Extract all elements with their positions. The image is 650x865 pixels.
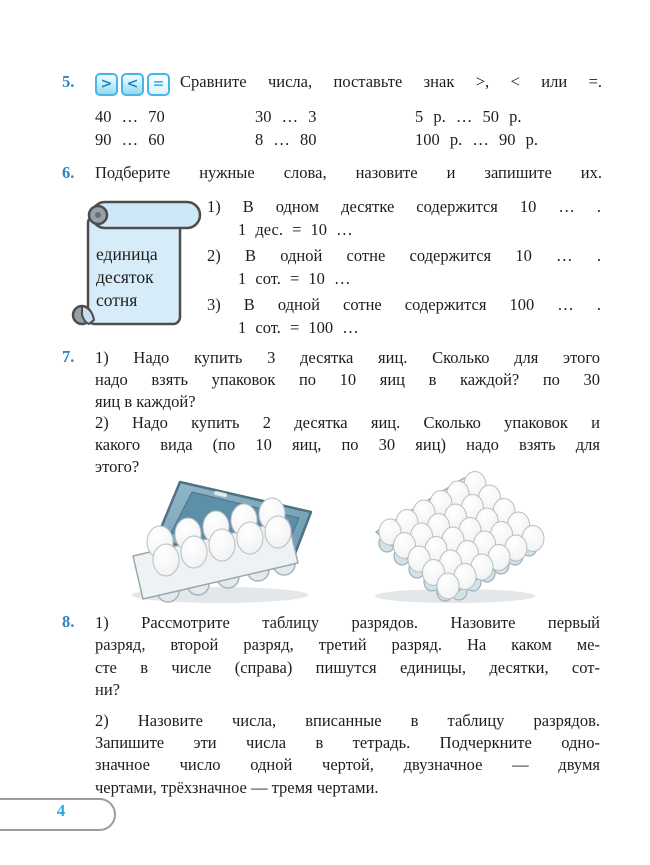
exercise-7: [62, 347, 602, 478]
exercise-6-number: 6.: [62, 163, 75, 182]
exercise-7-number: 7.: [62, 347, 75, 366]
exercise-8-paragraph-2: [95, 710, 600, 800]
paragraph-line: сте в числе (справа) пишутся единицы, десятки, сот-: [95, 657, 600, 677]
table-cell: 100 р. … 90 р.: [415, 130, 538, 149]
list-item-line: 2) В одной сотне содержится 10 … .: [207, 246, 601, 265]
list-item-line: 1 дес. = 10 …: [238, 220, 353, 239]
table-row: [95, 105, 602, 128]
exercise-8-text: [95, 612, 600, 799]
paragraph-line: ни?: [95, 680, 120, 700]
list-item: [207, 195, 601, 241]
table-cell: 8 … 80: [255, 130, 317, 149]
exercise-6-items: [207, 195, 601, 342]
table-cell: 30 … 3: [255, 107, 317, 126]
paragraph-line: значное число одной чертой, двузначное — двумя: [95, 755, 600, 775]
exercise-7-text: [95, 347, 600, 478]
table-cell: 5 р. … 50 р.: [415, 107, 522, 126]
exercise-5: [62, 72, 602, 151]
egg-carton-10-image: [118, 472, 323, 604]
exercise-8-paragraph-1: [95, 612, 600, 702]
scroll-word: единица: [96, 244, 158, 264]
egg-tray-30-image: [360, 468, 545, 606]
table-cell: 90 … 60: [95, 130, 165, 149]
exercise-5-number: 5.: [62, 72, 75, 91]
paragraph-line: 2) Назовите числа, вписанные в таблицу разрядов.: [95, 710, 600, 730]
paragraph-line: чертами, трёхзначное — тремя чертами.: [95, 777, 379, 797]
paragraph-line: яиц в каждой?: [95, 391, 196, 411]
paragraph-line: Запишите эти числа в тетрадь. Подчеркните одно-: [95, 733, 600, 753]
exercise-8: [62, 612, 602, 799]
list-item-line: 1 сот. = 100 …: [238, 318, 359, 337]
paragraph-line: разряд, второй разряд, третий разряд. На каком ме-: [95, 635, 600, 655]
list-item-line: 1) В одном десятке содержится 10 … .: [207, 197, 601, 216]
paragraph-line: 1) Надо купить 3 десятка яиц. Сколько для этого: [95, 348, 600, 367]
scroll-parchment-image: [70, 194, 206, 336]
list-item-line: 3) В одной сотне содержится 100 … .: [207, 295, 601, 314]
less-than-icon: <: [121, 73, 144, 96]
list-item: [207, 244, 601, 290]
scroll-word: десяток: [96, 267, 154, 287]
paragraph-line: 1) Рассмотрите таблицу разрядов. Назовите первый: [95, 613, 600, 632]
page-number: 4: [56, 801, 66, 820]
exercise-5-header: [62, 72, 602, 96]
paragraph-line: этого?: [95, 456, 140, 476]
table-cell: 40 … 70: [95, 107, 165, 126]
comparison-table: [95, 105, 602, 151]
exercise-6: [62, 163, 602, 183]
exercise-8-number: 8.: [62, 612, 75, 631]
list-item: [207, 293, 601, 339]
paragraph-line: какого вида (по 10 яиц, по 30 яиц) надо взять для: [95, 435, 600, 455]
exercise-6-title: Подберите нужные слова, назовите и запишите их.: [95, 163, 602, 182]
list-item-line: 1 сот. = 10 …: [238, 269, 351, 288]
compare-icons: [95, 73, 170, 96]
table-row: [95, 128, 602, 151]
scroll-word: сотня: [96, 290, 138, 310]
greater-than-icon: >: [95, 73, 118, 96]
equals-icon: =: [147, 73, 170, 96]
exercise-5-title: Сравните числа, поставьте знак >, < или =.: [180, 72, 602, 91]
paragraph-line: 2) Надо купить 2 десятка яиц. Сколько упаковок и: [95, 413, 600, 433]
paragraph-line: надо взять упаковок по 10 яиц в каждой? по 30: [95, 369, 600, 389]
